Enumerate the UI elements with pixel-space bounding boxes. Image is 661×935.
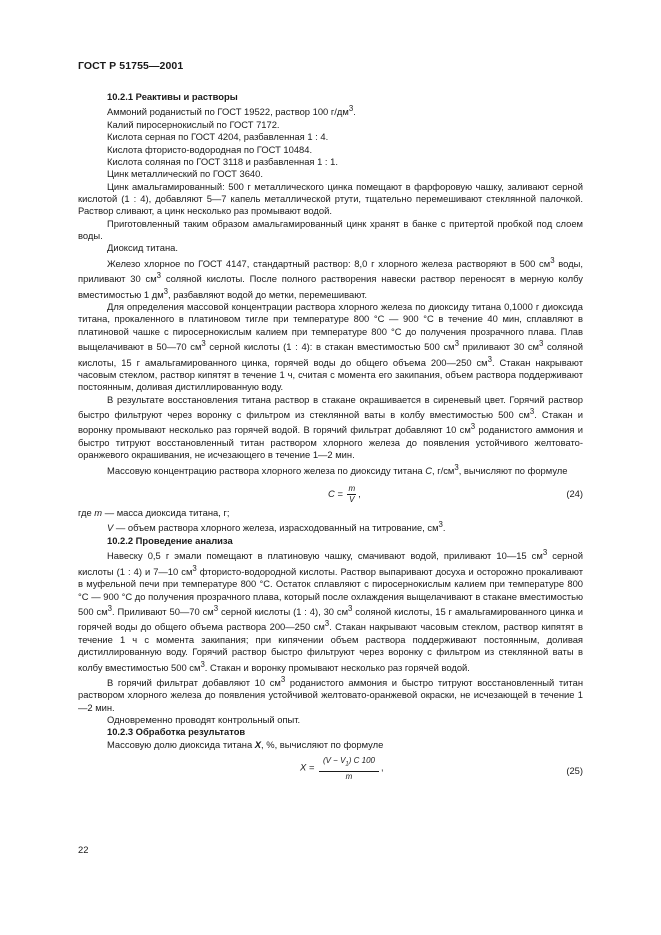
superscript: 3 bbox=[529, 407, 535, 416]
paragraph-filtrate bbox=[78, 674, 583, 714]
superscript: 3 bbox=[324, 619, 330, 629]
text: , г/см bbox=[431, 464, 455, 476]
denominator: m bbox=[345, 771, 353, 781]
text: , разбавляют водой до метки, перемешивают. bbox=[168, 288, 367, 300]
variable: C bbox=[425, 464, 432, 476]
section-title-results: 10.2.3 Обработка результатов bbox=[107, 726, 246, 738]
reagent-text: Аммоний роданистый по ГОСТ 19522, раствор 100 г/дм bbox=[107, 106, 349, 118]
superscript: 3 bbox=[487, 354, 492, 364]
text: . Стакан и воронку промывают несколько раз горячей водой. bbox=[204, 661, 470, 673]
paragraph-analysis bbox=[78, 547, 583, 674]
paragraph-ferric-chloride bbox=[78, 255, 583, 301]
page-number: 22 bbox=[78, 844, 89, 855]
text: приливают 30 см bbox=[458, 341, 539, 353]
text: воды, приливают 30 см bbox=[78, 257, 583, 285]
text: соляной кислоты. После полного растворения навески раствор переносят в мерную колбу вместимостью 1 дм bbox=[78, 273, 583, 300]
text: где bbox=[78, 507, 95, 519]
text: . Стакан и воронку промывают несколько раз горячей водой. В горячий фильтрат добавляют 10 см bbox=[78, 409, 583, 436]
text: Массовую долю диоксида титана bbox=[107, 738, 255, 750]
reagent-item: Кислота соляная по ГОСТ 3118 и разбавленная 1 : 1. bbox=[107, 155, 338, 167]
text: — масса диоксида титана, г; bbox=[102, 507, 230, 519]
text: соляной кислоты, 15 г амальгамированного цинка и горячей воды до общего объема раствора 200—250 см bbox=[78, 606, 583, 633]
punct: , bbox=[380, 761, 384, 773]
reagent-item bbox=[78, 103, 583, 118]
superscript: 3 bbox=[454, 462, 459, 472]
superscript: 3 bbox=[348, 104, 354, 114]
punct: . bbox=[353, 106, 356, 118]
paragraph-zinc-amalgam: Цинк амальгамированный: 500 г металлического цинка помещают в фарфоровую чашку, заливают серной кислотой (1 : 4), добавляют 5—7 капель металлической ртути, тщательно перемешивают стеклянной палочкой. Раствор сливают, а цинк несколько раз промывают водой. bbox=[78, 180, 583, 217]
paragraph-mass-concentration bbox=[78, 462, 583, 477]
superscript: 3 bbox=[470, 422, 476, 432]
text: — объем раствора хлорного железа, израсходованный на титрование, см bbox=[113, 522, 439, 534]
reagent-item: Кислота фтористо-водородная по ГОСТ 10484. bbox=[107, 143, 313, 155]
paragraph-titanium-dioxide: Диоксид титана. bbox=[107, 242, 178, 254]
variable: V bbox=[107, 522, 114, 534]
superscript: 3 bbox=[542, 548, 548, 558]
text: роданистого аммония и быстро титруют восстановленный титан раствором хлорного железа до появления устойчивого желтовато-оранжевого окрашивания, не исчезающего в течение 1—2 мин. bbox=[78, 424, 584, 461]
formula-lhs: C = bbox=[328, 488, 343, 500]
numerator-part: (V − V bbox=[322, 756, 346, 766]
document-body bbox=[78, 91, 583, 786]
numerator-part: ) C 100 bbox=[348, 756, 375, 766]
fraction bbox=[347, 484, 356, 505]
fraction bbox=[319, 754, 379, 782]
text: В результате восстановления титана раствор в стакане окрашивается в сиреневый цвет. Горячий раствор быстро фильтруют через воронку с фильтром из стеклянной ваты в колбу вместимостью 500 см bbox=[78, 393, 583, 421]
paragraph-control: Одновременно проводят контрольный опыт. bbox=[107, 714, 301, 726]
text: , вычисляют по формуле bbox=[458, 464, 568, 476]
formula-number: (25) bbox=[566, 765, 583, 777]
formula-25 bbox=[78, 752, 583, 786]
text: Навеску 0,5 г эмали помещают в платиновую чашку, смачивают водой, приливают 10—15 см bbox=[107, 550, 543, 562]
punct: . bbox=[442, 522, 446, 534]
text: Железо хлорное по ГОСТ 4147, стандартный раствор: 8,0 г хлорного железа растворяют в 500 см bbox=[107, 257, 551, 269]
denominator: V bbox=[349, 495, 355, 505]
formula-expression bbox=[328, 484, 361, 505]
superscript: 3 bbox=[438, 520, 443, 530]
formula-expression bbox=[300, 754, 384, 782]
text: В горячий фильтрат добавляют 10 см bbox=[107, 677, 281, 689]
superscript: 3 bbox=[213, 603, 219, 613]
superscript: 3 bbox=[280, 674, 286, 684]
superscript: 3 bbox=[550, 255, 555, 265]
text: Для определения массовой концентрации раствора хлорного железа по диоксиду титана 0,1000 г диоксида титана, прокаленного в платиновом тигле при температуре 800 °С — 900 °С в течение 40 мин, сплавляют в платиновой чашке с пиросернокислым калием при температуре 800 °С до получения прозрачного плава. Плав выщелачивают в 50—70 см bbox=[78, 301, 583, 353]
where-line bbox=[78, 507, 583, 519]
superscript: 3 bbox=[107, 603, 113, 613]
formula-lhs: X = bbox=[300, 761, 315, 773]
numerator: m bbox=[348, 484, 356, 494]
formula-number: (24) bbox=[566, 488, 583, 500]
reagent-item: Цинк металлический по ГОСТ 3640. bbox=[107, 168, 263, 180]
text: роданистого аммония и быстро титруют восстановленный титан раствором хлорного железа до появления устойчивой желтовато-оранжевой окраски, не исчезающей в течение 1—2 мин. bbox=[78, 677, 583, 713]
section-title-reagents: 10.2.1 Реактивы и растворы bbox=[107, 91, 238, 102]
text: , %, вычисляют по формуле bbox=[261, 738, 384, 750]
superscript: 3 bbox=[454, 339, 459, 349]
superscript: 3 bbox=[156, 271, 161, 281]
superscript: 3 bbox=[163, 286, 169, 296]
paragraph-zinc-storage: Приготовленный таким образом амальгамированный цинк хранят в банке с притертой пробкой под слоем воды. bbox=[78, 217, 583, 241]
text: соляной кислоты, 15 г амальгамированного цинка, горячей воды до общего объема 200—250 см bbox=[78, 341, 583, 368]
numerator bbox=[319, 754, 379, 772]
document-header: ГОСТ Р 51755—2001 bbox=[78, 60, 184, 72]
text: Массовую концентрацию раствора хлорного железа по диоксиду титана bbox=[107, 464, 426, 476]
text: серной кислоты (1 : 4): в стакан вместимостью 500 см bbox=[205, 341, 455, 353]
superscript: 3 bbox=[200, 659, 205, 669]
text: . Стакан накрывают часовым стеклом, раствор кипятят в течение 1 ч с момента закипания; при кипячении объем раствора поддерживают постоянным, доливая дистиллированную воду. Горячий раствор быстро фильтруют через воронку с фильтром из стеклянной ваты в колбу вместимостью 500 см bbox=[78, 621, 583, 673]
text: фтористо-водородной кислоты. Раствор выпаривают досуха и осторожно прокаливают в муфельной печи при температуре 800 °С. Остаток сплавляют с пиросернокислым калием при температуре 800 °С — 900 °С до получения прозрачного плава, который после охлаждения выщелачивают в стакане вместимостью 500 см bbox=[78, 565, 583, 617]
paragraph-determination bbox=[78, 301, 583, 394]
paragraph-reduction bbox=[78, 394, 583, 462]
superscript: 3 bbox=[192, 563, 197, 573]
formula-24 bbox=[78, 480, 583, 505]
paragraph-mass-fraction bbox=[78, 739, 583, 751]
superscript: 3 bbox=[201, 339, 206, 349]
text: . Стакан накрывают часовым стеклом, раствор кипятят в течение 1 ч, считая с момента его закипания, объем раствора поддерживают постоянным, доливая дистиллированную воду. bbox=[78, 356, 584, 393]
where-line bbox=[78, 519, 583, 534]
text: серной кислоты (1 : 4), 30 см bbox=[218, 606, 349, 617]
text: серной кислоты (1 : 4) и 7—10 см bbox=[78, 550, 583, 577]
section-title-analysis: 10.2.2 Проведение анализа bbox=[107, 534, 233, 546]
reagent-item: Кислота серная по ГОСТ 4204, разбавленная 1 : 4. bbox=[107, 131, 329, 143]
superscript: 3 bbox=[538, 339, 544, 349]
variable: X bbox=[254, 738, 262, 750]
text: . Приливают 50—70 см bbox=[112, 606, 214, 617]
reagent-item: Калий пиросернокислый по ГОСТ 7172. bbox=[107, 118, 280, 130]
variable: m bbox=[94, 507, 103, 519]
subscript: 1 bbox=[345, 761, 349, 768]
punct: , bbox=[358, 488, 361, 500]
superscript: 3 bbox=[348, 603, 353, 613]
